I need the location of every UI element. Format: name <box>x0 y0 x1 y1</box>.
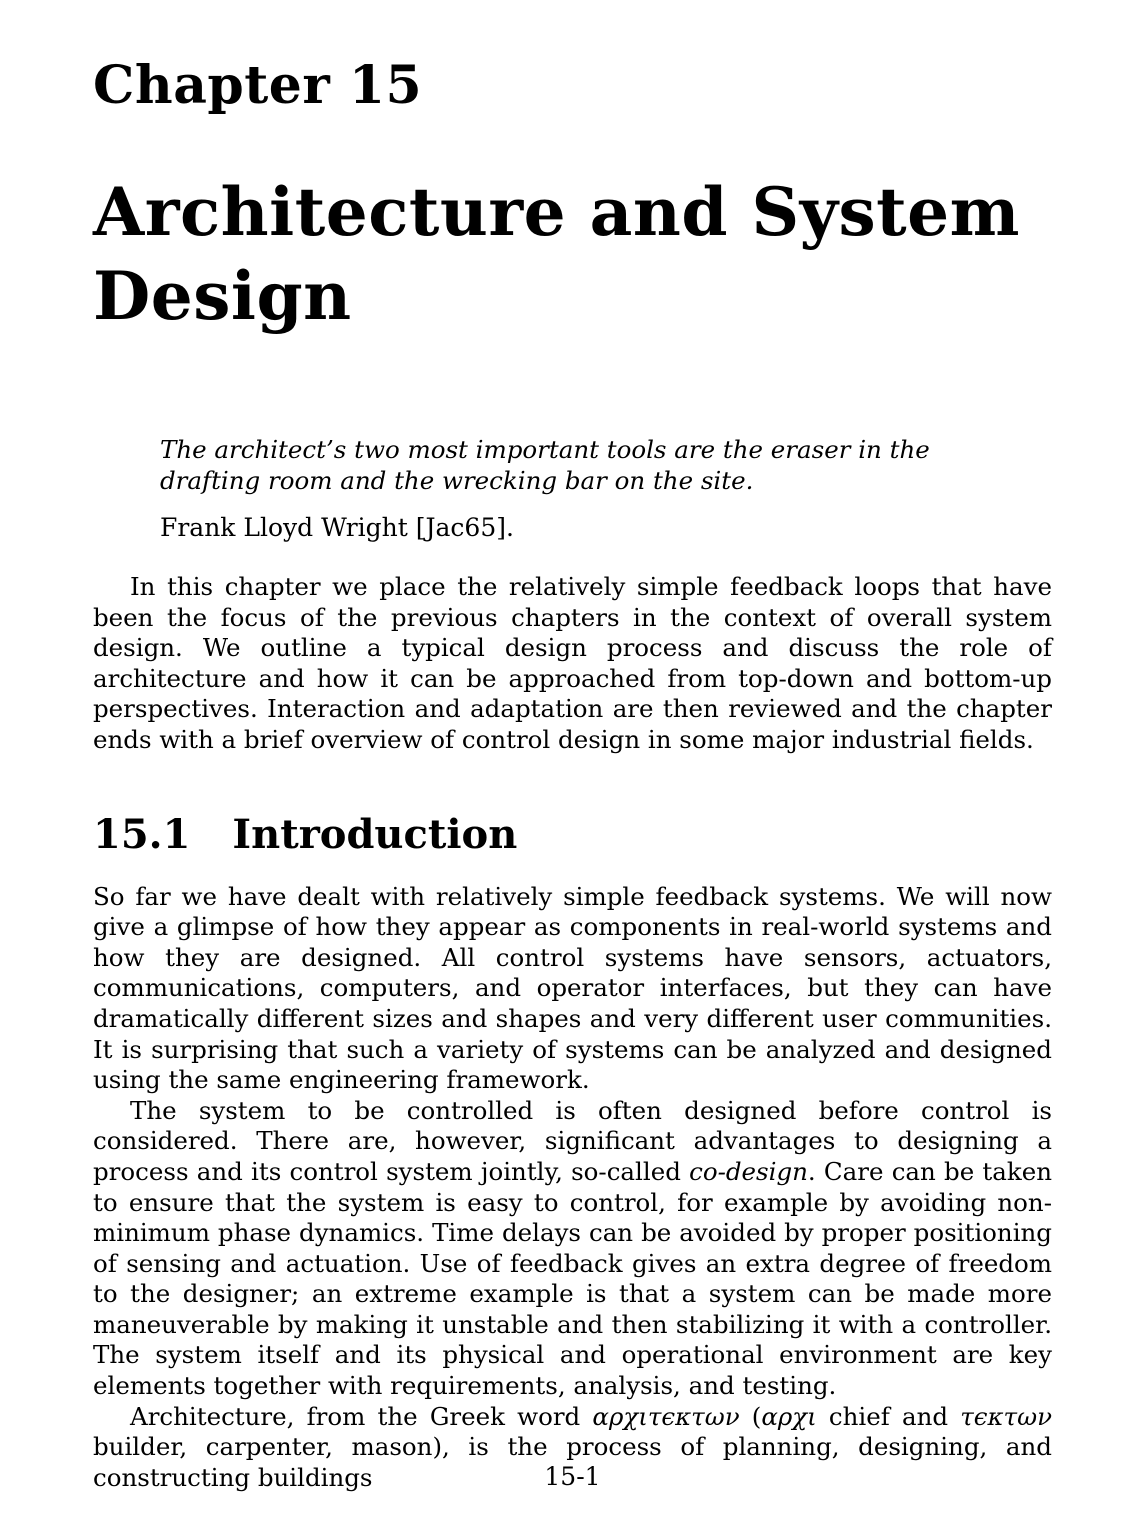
page-content <box>93 55 1053 1493</box>
paragraph-text: Architecture, from the Greek word <box>130 1401 593 1431</box>
chapter-title <box>93 170 1052 338</box>
section-heading <box>93 810 1052 860</box>
chapter-title-line-1: Architecture and System <box>93 173 1020 251</box>
chapter-intro-paragraph: In this chapter we place the relatively simple feedback loops that have been the focus of the previous chapters in the context of overall system design. We outline a typical design process and discuss the role of architecture and how it can be approached from top-down and bottom-up perspectives. Interaction and adaptation are then reviewed and the chapter ends with a brief overview of control design in some major industrial fields. <box>93 572 1052 754</box>
section-title: Introduction <box>232 810 518 858</box>
greek-word-tekton: τϵκτων <box>960 1401 1052 1431</box>
quote-attribution: Frank Lloyd Wright [Jac65]. <box>160 513 514 542</box>
epigraph-quote: The architect’s two most important tools are the eraser in the drafting room and the wrecking bar on the site. <box>160 435 930 495</box>
section-number: 15.1 <box>93 810 191 858</box>
intro-paragraph-2 <box>93 1096 1052 1402</box>
page-number-footer: 15-1 <box>544 1462 601 1491</box>
chapter-number-heading: Chapter 15 <box>93 55 423 116</box>
greek-word-archi: αρχι <box>761 1401 817 1431</box>
paragraph-text: chief and <box>816 1401 961 1431</box>
intro-paragraph-1: So far we have dealt with relatively simple feedback systems. We will now give a glimpse of how they appear as components in real-world systems and how they are designed. All control systems have sensors, actuators, communications, computers, and operator interfaces, but they can have dramatically different sizes and shapes and very different user communities. It is surprising that such a variety of systems can be analyzed and designed using the same engineering framework. <box>93 881 1052 1095</box>
emphasis-co-design: co-design <box>689 1156 808 1186</box>
chapter-title-line-2: Design <box>93 257 352 335</box>
paragraph-text: builder, carpenter, mason), is the process of planning, designing, and constructing buildings <box>93 1432 1052 1492</box>
paragraph-text: The system to be controlled is often designed before control is considered. There are, however, significant advantages to designing a process and its control system jointly, so-called <box>93 1095 1052 1186</box>
paragraph-text: . Care can be taken to ensure that the system is easy to control, for example by avoiding non-minimum phase dynamics. Time delays can be avoided by proper positioning of sensing and actuation. Use of feedback gives an extra degree of freedom to the designer; an extreme example is that a system can be made more maneuverable by making it unstable and then stabilizing it with a controller. The system itself and its physical and operational environment are key elements together with requirements, analysis, and testing. <box>93 1156 1053 1401</box>
greek-word-architekton: αρχιτϵκτων <box>592 1401 740 1431</box>
paragraph-text: ( <box>739 1401 762 1431</box>
